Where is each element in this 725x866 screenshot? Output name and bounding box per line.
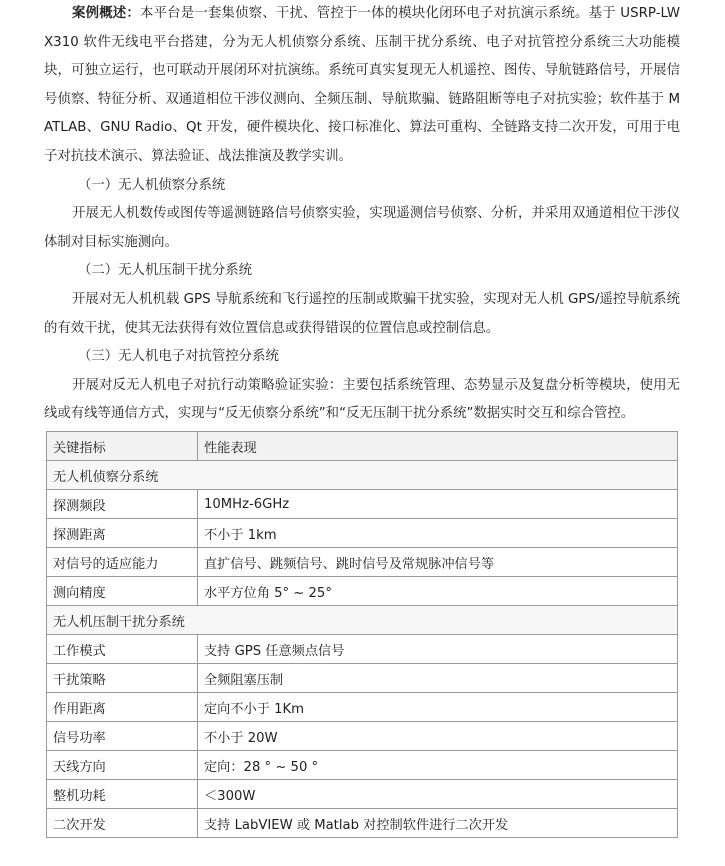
- table-cell-metric: 二次开发: [47, 809, 198, 838]
- table-cell-metric: 探测频段: [47, 490, 198, 519]
- table-cell-metric: 工作模式: [47, 635, 198, 664]
- table-cell-metric: 天线方向: [47, 751, 198, 780]
- section-text-recon: 开展无人机数传或图传等遥测链路信号侦察实验，实现遥测信号侦察、分析，并采用双通道相位干涉仪体制对目标实施测向。: [44, 206, 680, 250]
- table-cell-value: 水平方位角 5° ~ 25°: [198, 577, 678, 606]
- table-cell-value: 直扩信号、跳频信号、跳时信号及常规脉冲信号等: [198, 548, 678, 577]
- table-cell-metric: 干扰策略: [47, 664, 198, 693]
- table-row: [47, 577, 678, 606]
- table-cell-metric: 探测距离: [47, 519, 198, 548]
- table-cell-value: 不小于 20W: [198, 722, 678, 751]
- table-cell-value: 支持 GPS 任意频点信号: [198, 635, 678, 664]
- table-row: [47, 490, 678, 519]
- table-row: [47, 751, 678, 780]
- section-text-control: 开展对反无人机电子对抗行动策略验证实验：主要包括系统管理、态势显示及复盘分析等模块，使用无线或有线等通信方式，实现与“反无侦察分系统”和“反无压制干扰分系统”数据实时交互和综合管控。: [44, 377, 680, 422]
- table-row: [47, 664, 678, 693]
- section-heading-jamming: （二）无人机压制干扰分系统: [78, 263, 253, 279]
- table-section-row: [47, 461, 678, 490]
- table-cell-metric: 对信号的适应能力: [47, 548, 198, 577]
- table-cell-metric: 整机功耗: [47, 780, 198, 809]
- table-cell-value: ＜300W: [198, 780, 678, 809]
- section-text-jamming: 开展对无人机机载 GPS 导航系统和飞行遥控的压制或欺骗干扰实验，实现对无人机 GPS/遥控导航系统的有效干扰，使其无法获得有效位置信息或获得错误的位置信息或控制信息。: [44, 291, 680, 336]
- document-body: [44, 0, 680, 429]
- table-header-row: [47, 432, 678, 461]
- table-section-title: 无人机侦察分系统: [47, 461, 678, 490]
- table-cell-value: 不小于 1km: [198, 519, 678, 548]
- table-section-row: [47, 606, 678, 635]
- intro-text: 本平台是一套集侦察、干扰、管控于一体的模块化闭环电子对抗演示系统。基于 USRP-LW X310 软件无线电平台搭建，分为无人机侦察分系统、压制干扰分系统、电子对抗管控分系统三大功能模块，可独立运行，也可联动开展闭环对抗演练。系统可真实复现无人机遥控、图传、导航链路信号，开展信号侦察、特征分析、双通道相位干涉仪测向、全频压制、导航欺骗、链路阻断等电子对抗实验；软件基于 MATLAB、GNU Radio、Qt 开发，硬件模块化、接口标准化、算法可重构、全链路支持二次开发，可用于电子对抗技术演示、算法验证、战法推演及教学实训。: [44, 6, 680, 164]
- table-row: [47, 722, 678, 751]
- table-row: [47, 809, 678, 838]
- table-row: [47, 548, 678, 577]
- table-cell-value: 定向：28 ° ~ 50 °: [198, 751, 678, 780]
- table-row: [47, 635, 678, 664]
- table-header-performance: 性能表现: [198, 432, 678, 461]
- table-cell-metric: 作用距离: [47, 693, 198, 722]
- intro-paragraph: [44, 0, 680, 172]
- table-cell-value: 支持 LabVIEW 或 Matlab 对控制软件进行二次开发: [198, 809, 678, 838]
- spec-table: [46, 431, 678, 838]
- section-heading-control: （三）无人机电子对抗管控分系统: [78, 349, 279, 365]
- table-cell-value: 定向不小于 1Km: [198, 693, 678, 722]
- table-section-title: 无人机压制干扰分系统: [47, 606, 678, 635]
- section-heading-recon: （一）无人机侦察分系统: [78, 177, 226, 193]
- table-row: [47, 780, 678, 809]
- table-cell-metric: 测向精度: [47, 577, 198, 606]
- table-header-metric: 关键指标: [47, 432, 198, 461]
- intro-lead: 案例概述：: [72, 6, 140, 21]
- table-row: [47, 693, 678, 722]
- table-cell-value: 10MHz-6GHz: [198, 490, 678, 519]
- table-row: [47, 519, 678, 548]
- table-cell-metric: 信号功率: [47, 722, 198, 751]
- table-cell-value: 全频阻塞压制: [198, 664, 678, 693]
